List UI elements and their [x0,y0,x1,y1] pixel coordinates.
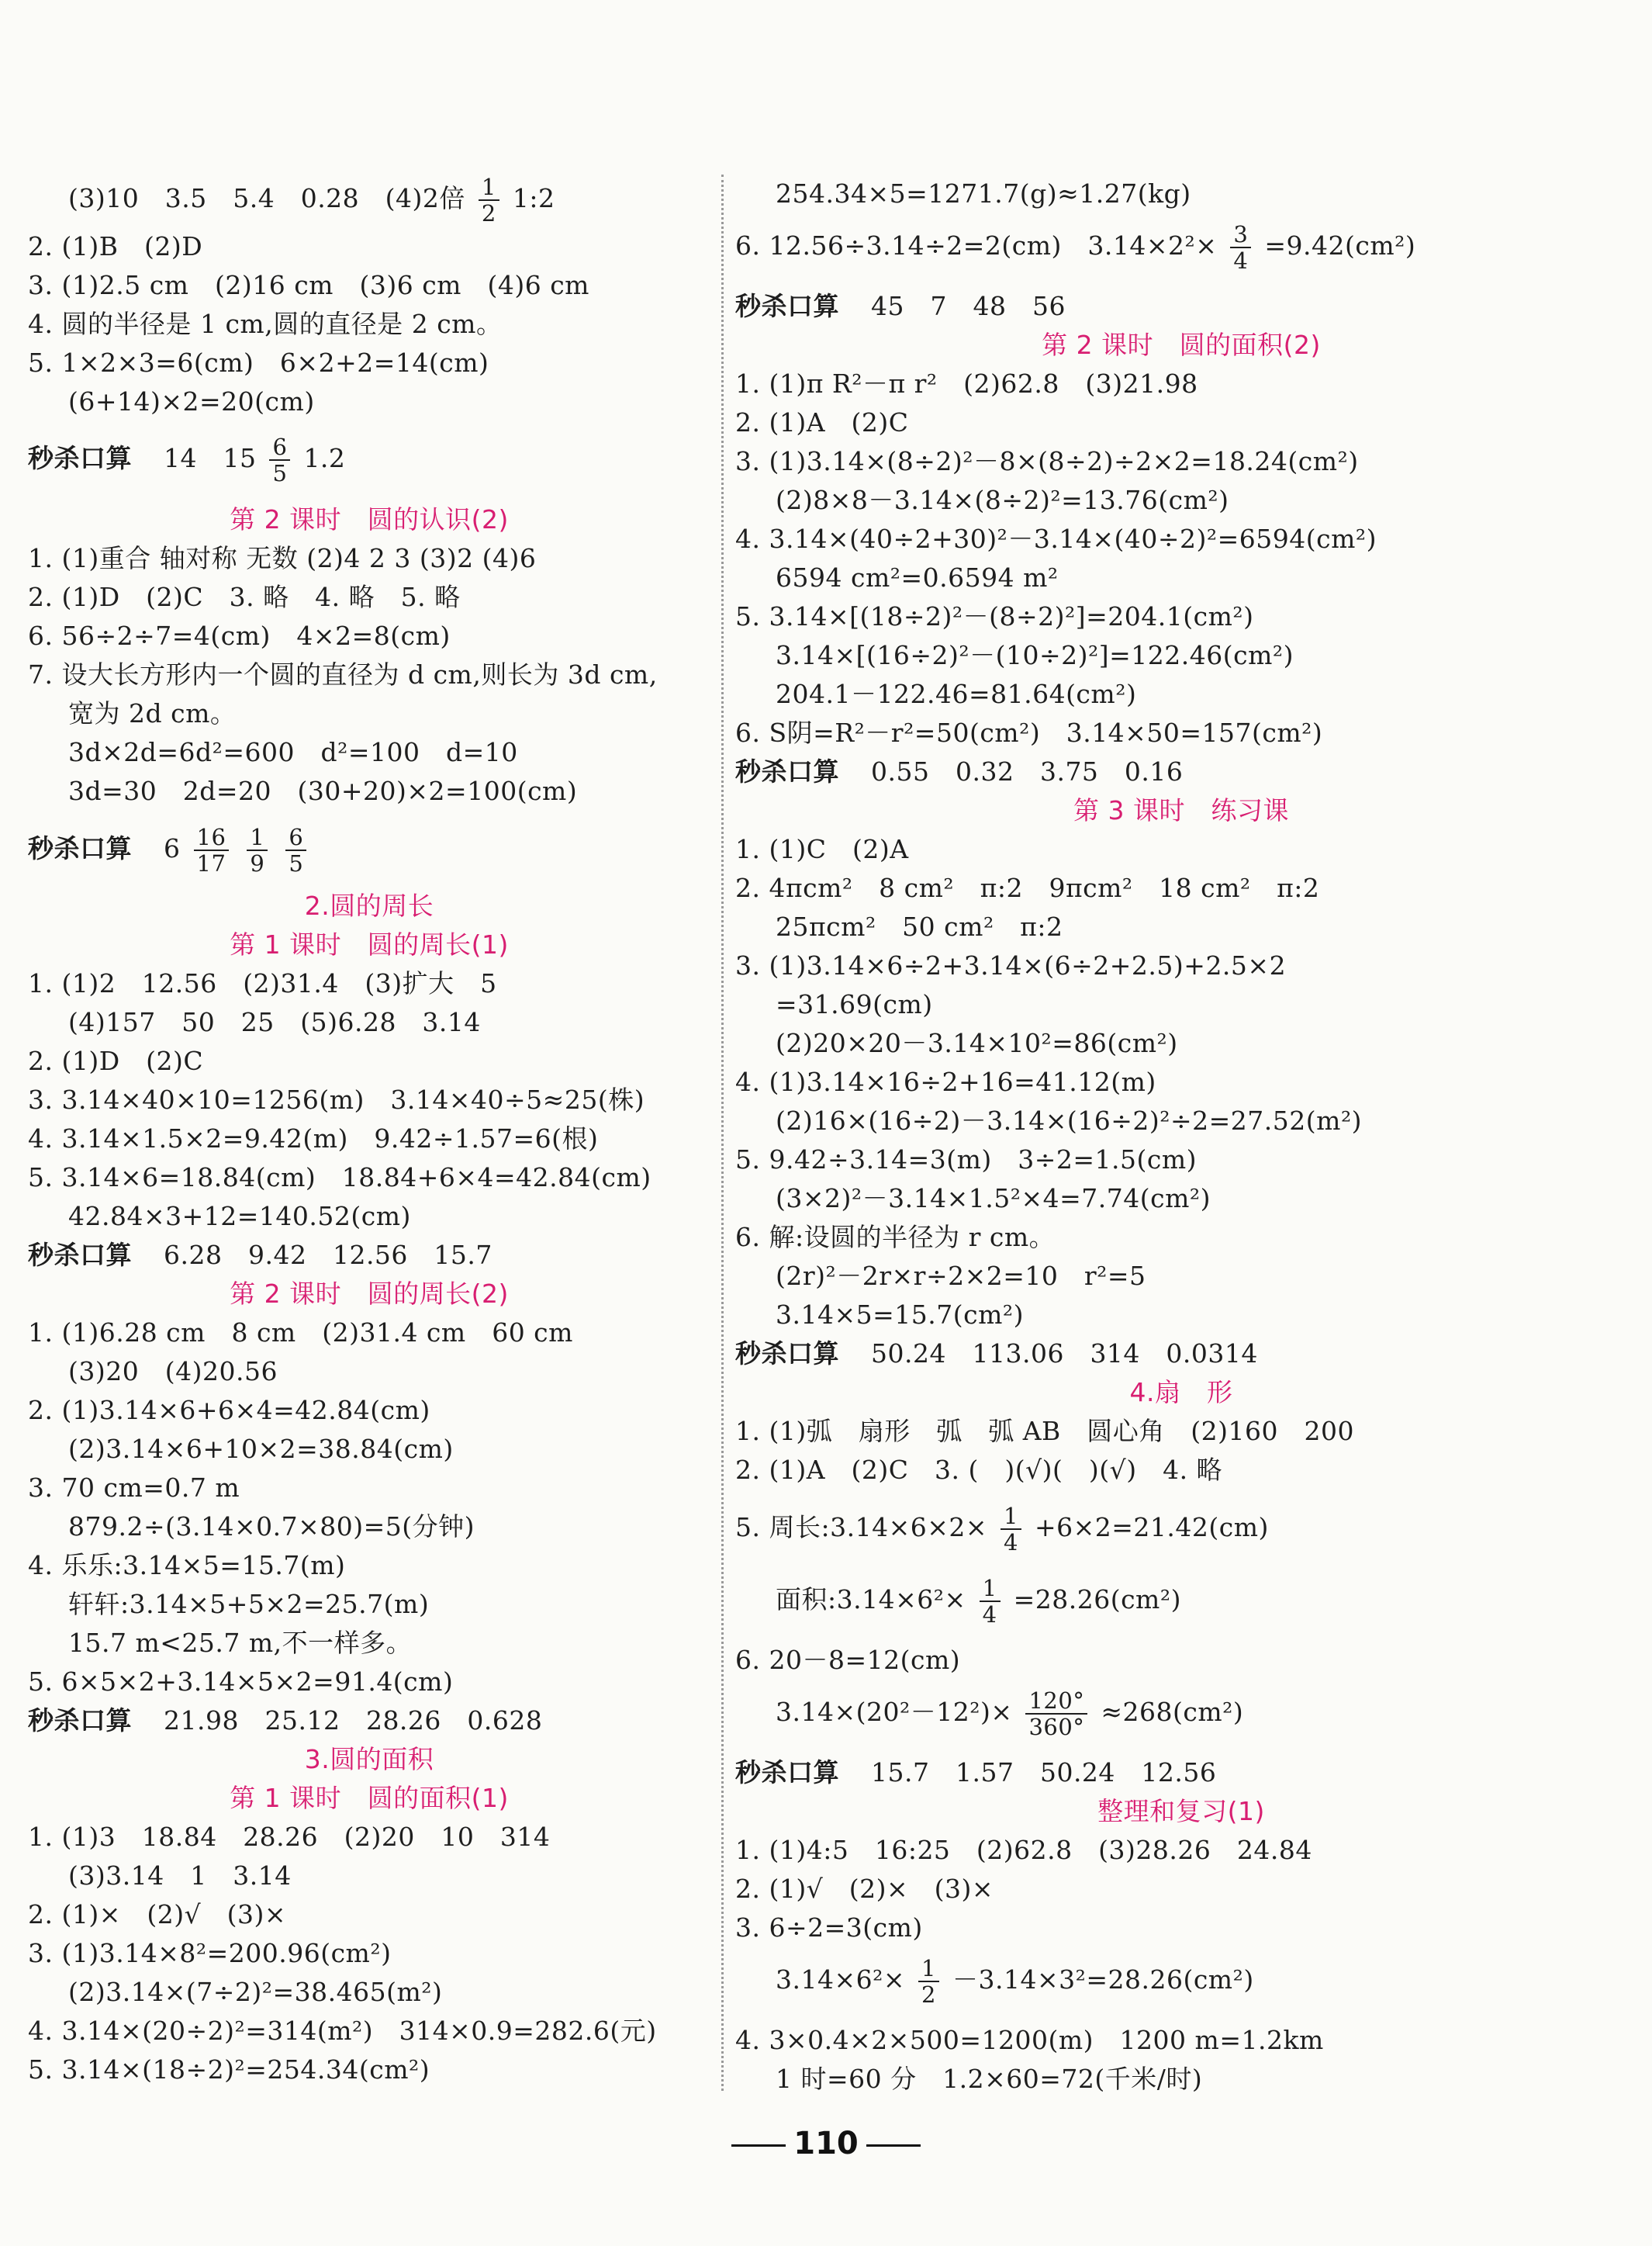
answer-line: 5. 3.14×[(18÷2)²－(8÷2)²]=204.1(cm²) [735,601,1254,632]
mental-math-line: 秒杀口算 14 15 $\frac{6}{5}$ 1.2 [28,434,346,486]
answer-line: 2. 4πcm² 8 cm² π:2 9πcm² 18 cm² π:2 [735,873,1320,903]
answer-line: (6+14)×2=20(cm) [68,386,315,417]
answer-line: 1. (1)6.28 cm 8 cm (2)31.4 cm 60 cm [28,1317,573,1348]
fraction: $\frac{6}{5}$ [285,825,306,876]
mental-math-line: 秒杀口算 15.7 1.57 50.24 12.56 [735,1757,1217,1787]
answer-line: 879.2÷(3.14×0.7×80)=5(分钟) [68,1511,475,1542]
answer-line: 2. (1)× (2)√ (3)× [28,1899,287,1929]
answer-line: (4)157 50 25 (5)6.28 3.14 [68,1007,481,1037]
answer-line: 6. S阴=R²－r²=50(cm²) 3.14×50=157(cm²) [735,718,1323,748]
answer-line: 6. 56÷2÷7=4(cm) 4×2=8(cm) [28,621,451,651]
answer-line: 4. 3.14×(40÷2+30)²－3.14×(40÷2)²=6594(cm²) [735,524,1377,554]
page-number-dash [731,2144,786,2147]
answer-line: (3)3.14 1 3.14 [68,1860,292,1891]
answer-line: 3.14×(20²－12²)× $\frac{120^\circ}{360^\circ}$ ≈268(cm²) [776,1687,1244,1740]
answer-line: 3d×2d=6d²=600 d²=100 d=10 [68,737,518,767]
answer-line: 15.7 m<25.7 m,不一样多。 [68,1628,413,1658]
answer-line: 254.34×5=1271.7(g)≈1.27(kg) [776,178,1191,209]
answer-line: 1. (1)π R²－π r² (2)62.8 (3)21.98 [735,369,1198,399]
answer-line: 1. (1)4:5 16:25 (2)62.8 (3)28.26 24.84 [735,1835,1312,1865]
answer-line: 25πcm² 50 cm² π:2 [776,912,1063,942]
answer-line: 1. (1)弧 扇形 弧 弧 AB 圆心角 (2)160 200 [735,1416,1355,1446]
answer-line: 3. (1)2.5 cm (2)16 cm (3)6 cm (4)6 cm [28,270,589,300]
answer-line: (3)20 (4)20.56 [68,1356,278,1386]
answer-line: 6594 cm²=0.6594 m² [776,562,1059,593]
mental-math-line: 秒杀口算 21.98 25.12 28.26 0.628 [28,1705,543,1736]
answer-line: 5. 1×2×3=6(cm) 6×2+2=14(cm) [28,348,489,378]
answer-line: 1. (1)重合 轴对称 无数 (2)4 2 3 (3)2 (4)6 [28,543,537,573]
answer-line: 1. (1)2 12.56 (2)31.4 (3)扩大 5 [28,968,497,998]
mental-math-line: 秒杀口算 0.55 0.32 3.75 0.16 [735,756,1184,787]
fraction: $\frac{120^\circ}{360^\circ}$ [1025,1688,1087,1739]
answer-line: (2r)²－2r×r÷2×2=10 r²=5 [776,1261,1146,1291]
answer-line: 2. (1)D (2)C [28,1046,204,1076]
answer-line: 4. 3.14×1.5×2=9.42(m) 9.42÷1.57=6(根) [28,1123,599,1154]
section-heading: 第 2 课时 圆的周长(2) [230,1279,509,1309]
fraction: $\frac{1}{9}$ [247,825,268,876]
fraction: $\frac{1}{4}$ [1001,1504,1021,1555]
answer-line: (2)3.14×6+10×2=38.84(cm) [68,1434,454,1464]
fraction: $\frac{6}{5}$ [269,434,290,486]
answer-line: 4. 圆的半径是 1 cm,圆的直径是 2 cm。 [28,309,503,339]
fraction: $\frac{1}{2}$ [479,175,499,226]
mental-math-label: 秒杀口算 [28,1240,132,1270]
fraction: $\frac{1}{4}$ [980,1576,1001,1627]
answer-line: 轩轩:3.14×5+5×2=25.7(m) [68,1589,430,1619]
fraction: $\frac{1}{2}$ [918,1956,939,2007]
answer-line: 6. 20－8=12(cm) [735,1645,961,1675]
answer-line: 面积:3.14×6²× $\frac{1}{4}$ =28.26(cm²) [776,1575,1181,1628]
answer-line: 6. 解:设圆的半径为 r cm。 [735,1222,1056,1252]
answer-line: 5. 3.14×6=18.84(cm) 18.84+6×4=42.84(cm) [28,1162,651,1192]
answer-line: 204.1－122.46=81.64(cm²) [776,679,1137,709]
answer-line: 3.14×6²× $\frac{1}{2}$ －3.14×3²=28.26(cm²) [776,1955,1254,2008]
chapter-heading: 2.圆的周长 [304,891,434,921]
answer-line: 2. (1)3.14×6+6×4=42.84(cm) [28,1395,430,1425]
answer-line: 3. 70 cm=0.7 m [28,1473,240,1503]
section-heading: 第 1 课时 圆的周长(1) [230,929,509,960]
answer-line: 3. (1)3.14×(8÷2)²－8×(8÷2)÷2×2=18.24(cm²) [735,446,1359,476]
mental-math-label: 秒杀口算 [28,1705,132,1736]
mental-math-line: 秒杀口算 6.28 9.42 12.56 15.7 [28,1240,492,1270]
answer-line: 4. 乐乐:3.14×5=15.7(m) [28,1550,346,1580]
mental-math-label: 秒杀口算 [735,291,839,321]
answer-line: 4. 3×0.4×2×500=1200(m) 1200 m=1.2km [735,2025,1324,2055]
answer-line: 5. 周长:3.14×6×2× $\frac{1}{4}$ +6×2=21.42(cm) [735,1503,1269,1556]
answer-line: (2)3.14×(7÷2)²=38.465(m²) [68,1977,443,2007]
fraction: $\frac{16}{17}$ [194,825,230,876]
answer-line: 1. (1)3 18.84 28.26 (2)20 10 314 [28,1822,551,1852]
section-heading: 整理和复习(1) [1097,1796,1265,1826]
fraction: $\frac{3}{4}$ [1230,222,1251,273]
answer-line: 2. (1)B (2)D [28,231,203,261]
mental-math-line: 秒杀口算 50.24 113.06 314 0.0314 [735,1338,1258,1369]
section-heading: 第 2 课时 圆的认识(2) [230,504,509,535]
answer-line: 3. 3.14×40×10=1256(m) 3.14×40÷5≈25(株) [28,1085,645,1115]
answer-line: 2. (1)A (2)C 3. ( )(√)( )(√) 4. 略 [735,1455,1223,1485]
page-number-dash [866,2144,921,2147]
section-heading: 第 1 课时 圆的面积(1) [230,1783,509,1813]
answer-line: 3. (1)3.14×8²=200.96(cm²) [28,1938,392,1968]
mental-math-label: 秒杀口算 [735,1338,839,1369]
answer-line: 5. 3.14×(18÷2)²=254.34(cm²) [28,2054,430,2085]
answer-line: 6. 12.56÷3.14÷2=2(cm) 3.14×2²× $\frac{3}{4}$ =9.42(cm²) [735,221,1416,274]
chapter-heading: 3.圆的面积 [304,1744,434,1774]
answer-line: 4. (1)3.14×16÷2+16=41.12(m) [735,1067,1156,1097]
answer-line: (2)20×20－3.14×10²=86(cm²) [776,1028,1178,1058]
answer-line: =31.69(cm) [776,989,933,1019]
answer-line: 2. (1)D (2)C 3. 略 4. 略 5. 略 [28,582,461,612]
answer-line: 2. (1)A (2)C [735,407,909,438]
answer-line: (3)10 3.5 5.4 0.28 (4)2倍 $\frac{1}{2}$ 1:2 [68,174,555,227]
answer-line: 7. 设大长方形内一个圆的直径为 d cm,则长为 3d cm, [28,659,658,690]
answer-line: 3.14×[(16÷2)²－(10÷2)²]=122.46(cm²) [776,640,1294,670]
section-heading: 第 2 课时 圆的面积(2) [1042,330,1321,360]
answer-line: 2. (1)√ (2)× (3)× [735,1874,994,1904]
answer-line: (3×2)²－3.14×1.5²×4=7.74(cm²) [776,1183,1211,1213]
answer-line: 1. (1)C (2)A [735,834,909,864]
answer-line: 4. 3.14×(20÷2)²=314(m²) 314×0.9=282.6(元) [28,2016,657,2046]
answer-line: 宽为 2d cm。 [68,698,237,728]
mental-math-line: 秒杀口算 6 $\frac{16}{17}$ $\frac{1}{9}$ $\frac{6}{5}$ [28,825,311,863]
mental-math-label: 秒杀口算 [735,1757,839,1787]
answer-line: (2)16×(16÷2)－3.14×(16÷2)²÷2=27.52(m²) [776,1106,1363,1136]
answer-line: 5. 6×5×2+3.14×5×2=91.4(cm) [28,1666,454,1697]
page-number: 110 [0,2126,1652,2161]
answer-line: 3. 6÷2=3(cm) [735,1912,923,1943]
mental-math-label: 秒杀口算 [735,756,839,787]
answer-line: 5. 9.42÷3.14=3(m) 3÷2=1.5(cm) [735,1144,1198,1175]
answer-line: 3d=30 2d=20 (30+20)×2=100(cm) [68,776,578,806]
column-divider [721,175,724,2091]
answer-line: 3.14×5=15.7(cm²) [776,1299,1025,1330]
mental-math-label: 秒杀口算 [28,443,132,473]
section-heading: 第 3 课时 练习课 [1073,795,1289,825]
answer-line: 3. (1)3.14×6÷2+3.14×(6÷2+2.5)+2.5×2 [735,950,1287,981]
mental-math-line: 秒杀口算 45 7 48 56 [735,291,1066,321]
answer-line: 1 时=60 分 1.2×60=72(千米/时) [776,2064,1203,2094]
answer-line: (2)8×8－3.14×(8÷2)²=13.76(cm²) [776,485,1229,515]
mental-math-label: 秒杀口算 [28,833,132,863]
answer-line: 42.84×3+12=140.52(cm) [68,1201,411,1231]
chapter-heading: 4.扇 形 [1129,1377,1233,1407]
